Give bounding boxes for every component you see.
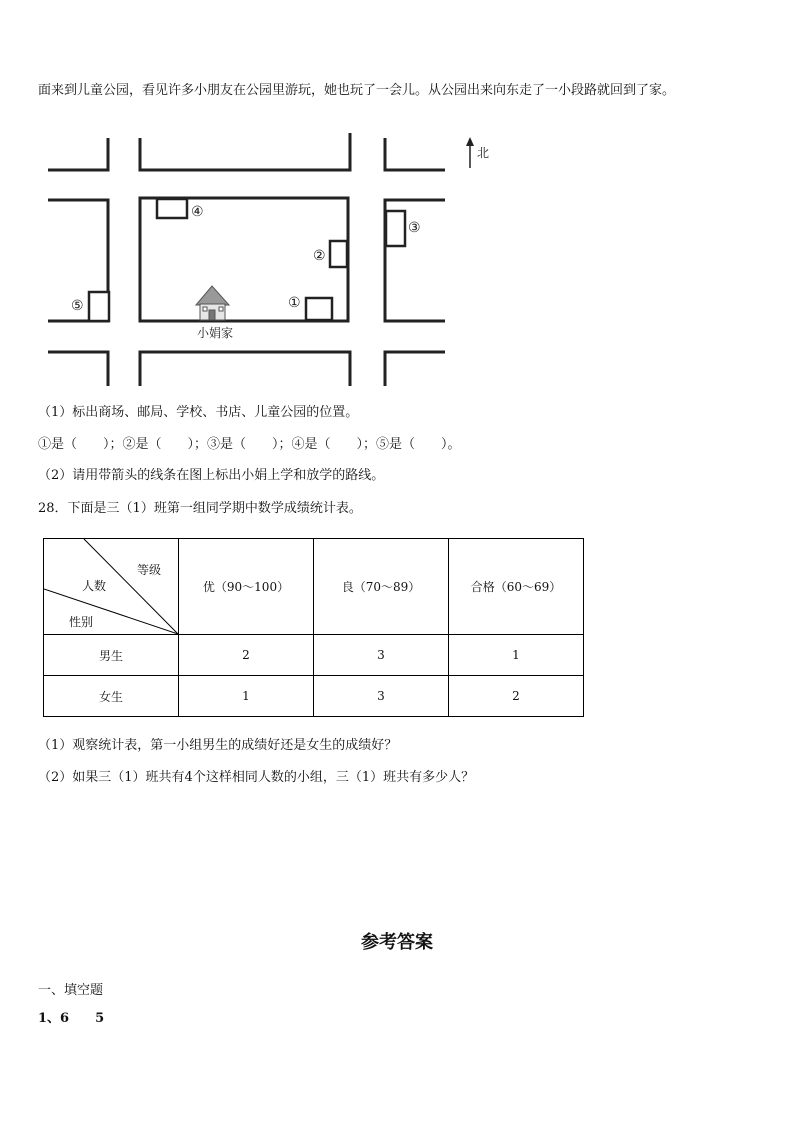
marker-5: ⑤ bbox=[71, 298, 84, 314]
row-label-boys: 男生 bbox=[44, 635, 179, 676]
table-cell: 3 bbox=[314, 676, 449, 717]
road-edge-bottom-middle bbox=[140, 352, 350, 386]
corner-label-count: 人数 bbox=[82, 579, 107, 593]
marker-1: ① bbox=[288, 295, 301, 311]
table-cell: 3 bbox=[314, 635, 449, 676]
building-3 bbox=[386, 211, 405, 246]
q28-part2: （2）如果三（1）班共有4个这样相同人数的小组，三（1）班共有多少人？ bbox=[38, 770, 475, 785]
column-header-pass: 合格（60～69） bbox=[449, 539, 584, 635]
column-header-excellent: 优（90～100） bbox=[179, 539, 314, 635]
table-row bbox=[44, 676, 584, 717]
road-edge-top-left bbox=[48, 138, 108, 170]
marker-3: ③ bbox=[408, 220, 421, 236]
street-map bbox=[40, 128, 510, 390]
building-5 bbox=[89, 292, 109, 321]
north-label: 北 bbox=[477, 146, 490, 160]
answers-section: 一、填空题 bbox=[38, 983, 104, 998]
building-4 bbox=[157, 199, 187, 218]
q27-part2: （2）请用带箭头的线条在图上标出小娟上学和放学的路线。 bbox=[38, 468, 385, 483]
building-2 bbox=[330, 241, 347, 267]
table-corner-cell bbox=[44, 539, 179, 635]
house-icon bbox=[196, 286, 229, 320]
answers-first: 1、6 5 bbox=[38, 1011, 105, 1026]
q28-part1: （1）观察统计表，第一小组男生的成绩好还是女生的成绩好？ bbox=[38, 738, 398, 753]
road-edge-top-right bbox=[385, 138, 445, 170]
table-cell: 2 bbox=[179, 635, 314, 676]
marker-4: ④ bbox=[191, 204, 204, 220]
row-label-girls: 女生 bbox=[44, 676, 179, 717]
building-1 bbox=[306, 298, 332, 320]
corner-label-grade: 等级 bbox=[137, 563, 162, 577]
intro-text: 面来到儿童公园，看见许多小朋友在公园里游玩，她也玩了一会儿。从公园出来向东走了一小段路就回到了家。 bbox=[38, 83, 676, 98]
q27-part1: （1）标出商场、邮局、学校、书店、儿童公园的位置。 bbox=[38, 405, 359, 420]
table-row bbox=[44, 635, 584, 676]
corner-diagonals bbox=[44, 539, 178, 634]
corner-label-gender: 性别 bbox=[69, 615, 94, 629]
table-cell: 1 bbox=[179, 676, 314, 717]
marker-2: ② bbox=[313, 248, 326, 264]
road-edge-bottom-right bbox=[385, 352, 445, 386]
table-cell: 1 bbox=[449, 635, 584, 676]
table-cell: 2 bbox=[449, 676, 584, 717]
home-label: 小娟家 bbox=[197, 326, 234, 340]
north-arrow-icon bbox=[466, 137, 474, 168]
answers-title: 参考答案 bbox=[361, 932, 433, 953]
column-header-good: 良（70～89） bbox=[314, 539, 449, 635]
road-edge-top-middle bbox=[140, 133, 350, 170]
q27-blanks: ①是（ ）；②是（ ）；③是（ ）；④是（ ）；⑤是（ ）。 bbox=[38, 437, 461, 452]
grade-table bbox=[43, 538, 584, 717]
road-edge-bottom-left bbox=[48, 352, 108, 386]
q28-title: 28．下面是三（1）班第一组同学期中数学成绩统计表。 bbox=[38, 501, 362, 516]
